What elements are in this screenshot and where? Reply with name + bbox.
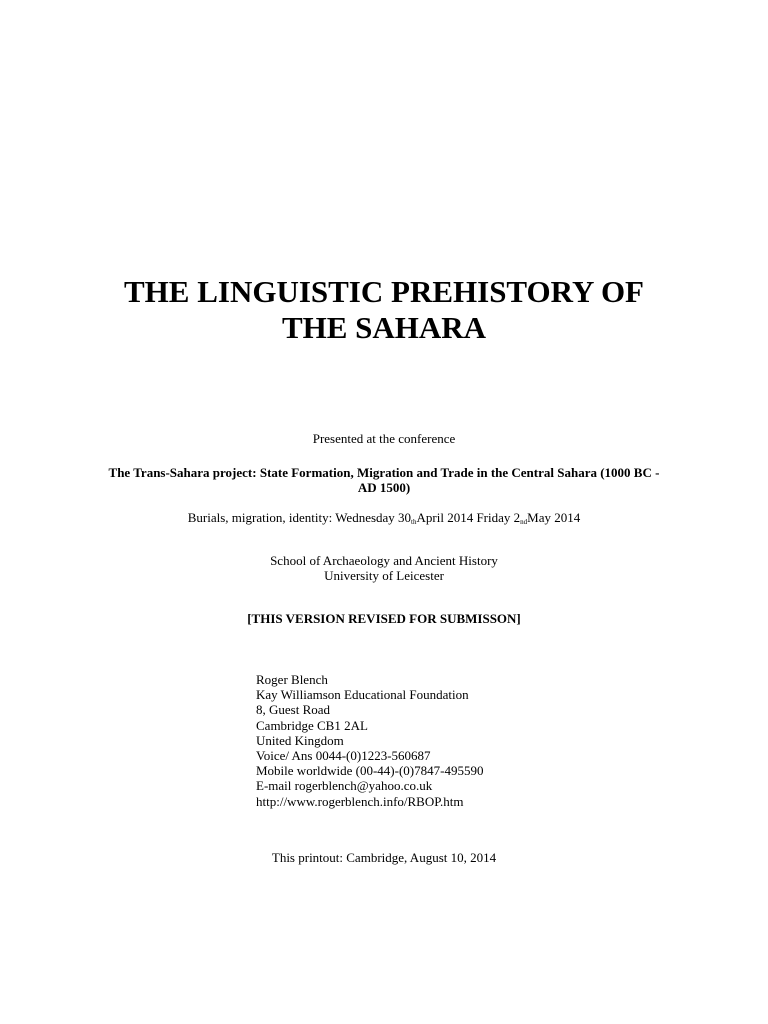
institution-block [0, 553, 768, 583]
printout-date: This printout: Cambridge, August 10, 2014 [271, 850, 497, 865]
session-suffix: May 2014 [527, 510, 581, 525]
session-prefix: Burials, migration, identity: Wednesday 30 [187, 510, 412, 525]
title-line-2: THE SAHARA [281, 310, 487, 345]
address-country: United Kingdom [256, 732, 344, 748]
conference-title-line-2: AD 1500) [357, 480, 411, 495]
conference-title [70, 465, 698, 495]
session-ordinal-2: nd [520, 518, 528, 526]
title-line-1: THE LINGUISTIC PREHISTORY OF [123, 274, 644, 309]
author-organization: Kay Williamson Educational Foundation [256, 687, 469, 703]
email-address: E-mail rogerblench@yahoo.co.uk [256, 778, 433, 794]
conference-title-line-1: The Trans-Sahara project: State Formation, Migration and Trade in the Central Sahara (1000 BC - [108, 465, 660, 480]
session-middle: April 2014 Friday 2 [416, 510, 521, 525]
mobile-phone: Mobile worldwide (00-44)-(0)7847-495590 [256, 763, 484, 779]
author-name: Roger Blench [256, 672, 328, 687]
address-street: 8, Guest Road [256, 702, 331, 718]
version-note: [THIS VERSION REVISED FOR SUBMISSON] [247, 611, 521, 626]
voice-phone: Voice/ Ans 0044-(0)1223-560687 [256, 748, 431, 764]
author-contact-block [256, 672, 483, 809]
presented-at-text: Presented at the conference [312, 431, 456, 446]
school-name: School of Archaeology and Ancient History [270, 553, 498, 568]
website-link[interactable]: http://www.rogerblench.info/RBOP.htm [256, 793, 464, 809]
document-title [0, 274, 768, 346]
session-dates [0, 510, 768, 525]
session-ordinal-1: th [411, 518, 417, 526]
university-name: University of Leicester [324, 568, 444, 583]
address-city: Cambridge CB1 2AL [256, 717, 368, 733]
